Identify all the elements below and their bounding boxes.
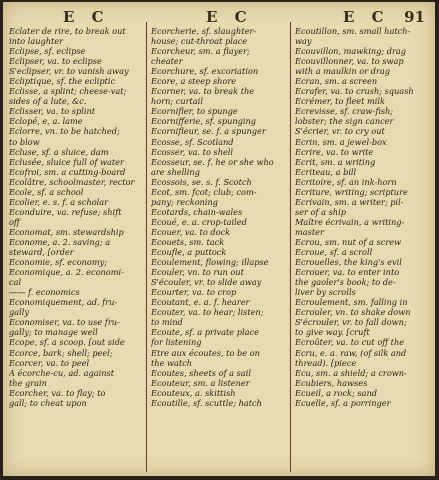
entry-line: Economique, a. 2. economi- xyxy=(9,267,124,278)
entry-line: liver by scrolls xyxy=(295,287,356,298)
entry-line: Econduire, va. refuse; shift xyxy=(9,206,122,217)
entry-line: Ecouer, va. to dock xyxy=(151,226,231,237)
dictionary-page xyxy=(3,2,435,476)
running-head-left: E C xyxy=(63,8,110,26)
entry-line: Ecole, sf. a school xyxy=(9,186,84,197)
running-head-middle: E C xyxy=(206,8,253,26)
entry-line: Ecolier, e. s. f. a scholar xyxy=(9,196,109,207)
entry-line: Ecotards, chain-wales xyxy=(151,206,243,217)
entry-line: Ecrou, sm. nut of a screw xyxy=(295,236,402,247)
entry-line: Ecorce, bark; shell; peel; xyxy=(9,347,113,358)
entry-line: Ecossois, se. s. f. Scotch xyxy=(151,176,252,187)
entry-line: horn; curtail xyxy=(151,96,203,107)
entry-line: Ecoute, sf. a private place xyxy=(151,327,259,338)
entry-line: Ecouteux, a. skittish xyxy=(151,387,236,398)
entry-line: Ecouvillon, mawking; drag xyxy=(295,46,407,57)
entry-line: Ecroue, sf. a scroll xyxy=(295,247,373,258)
entry-line: are shelling xyxy=(151,166,200,177)
entry-line: to mind xyxy=(151,317,183,328)
entry-line: Ecore, a steep shore xyxy=(151,76,237,87)
entry-line: Ecosse, sf. Scotland xyxy=(151,136,234,147)
entry-line: Ecrit, sm. a writing xyxy=(295,156,376,167)
entry-line: Ecot, sm. fcot; club; com- xyxy=(151,186,257,197)
entry-line: into laughter xyxy=(9,36,64,47)
entry-line: Ecoué, e. a. crop-tailed xyxy=(151,216,247,227)
entry-line: Ecu, sm. a shield; a crown- xyxy=(295,367,407,378)
entry-line: Ecrémer, to fleet milk xyxy=(295,96,385,107)
entry-line: Ecoutant, e. a. f. hearer xyxy=(151,297,250,308)
entry-line: the watch xyxy=(151,357,193,368)
column-middle xyxy=(151,26,289,408)
entry-line: master xyxy=(295,226,324,237)
entry-line: gally xyxy=(9,307,29,318)
column-left xyxy=(9,26,145,408)
column-rule xyxy=(290,22,291,472)
entry-line: Ecorcheur, sm. a flayer; xyxy=(151,46,250,57)
entry-line: Ecrafer, va. to crush; squash xyxy=(295,86,414,97)
entry-line: Ecolâtre, schoolmaster, rector xyxy=(9,176,135,187)
entry-line: to blow xyxy=(9,136,40,147)
entry-line: off xyxy=(9,216,20,227)
entry-line: Ecoutes, sheets of a sail xyxy=(151,367,251,378)
entry-line: Ecornifferie, sf. spunging xyxy=(151,116,257,127)
entry-line: Ecoufle, a puttock xyxy=(151,247,227,258)
entry-line: Economiser, va. to use fru- xyxy=(9,317,120,328)
entry-line: —— f. economics xyxy=(9,287,80,298)
entry-line: thread). [piece xyxy=(295,357,357,368)
entry-line: Ecorcher, va. to flay; to xyxy=(9,387,106,398)
entry-line: cal xyxy=(9,277,22,288)
entry-line: Ecosser, va. to shell xyxy=(151,146,234,157)
entry-line: Ecornifleur, se. f. a spunger xyxy=(151,126,266,137)
entry-line: Ecoutille, sf. scuttle; hatch xyxy=(151,397,262,408)
entry-line: for listening xyxy=(151,337,202,348)
entry-line: Etre aux écoutes, to be on xyxy=(151,347,260,358)
entry-line: Ecran, sm. a screen xyxy=(295,76,378,87)
entry-line: Ecrevisse, sf. craw-fish; xyxy=(295,106,394,117)
entry-line: Ecrin, sm. a jewel-box xyxy=(295,136,387,147)
entry-line: Ecrire, va. to write xyxy=(295,146,374,157)
entry-line: S'écouler, vr. to slide away xyxy=(151,277,262,288)
entry-line: Ecorcer, va. to peel xyxy=(9,357,90,368)
column-rule xyxy=(146,22,147,472)
entry-line: Ecorcherie, sf. slaughter- xyxy=(151,26,257,36)
entry-line: Ecoutillon, sm. small hatch- xyxy=(295,26,411,36)
entry-line: Ecouter, va. to hear; listen; xyxy=(151,307,264,318)
entry-line: Ecrouer, va. to enter into xyxy=(295,267,400,278)
entry-line: Ecuelle, sf. a porringer xyxy=(295,397,391,408)
entry-line: Ecubiers, hawses xyxy=(295,377,368,388)
entry-line: Ecorner, va. to break the xyxy=(151,86,255,97)
entry-line: way xyxy=(295,36,312,47)
entry-line: Eclipse, sf. eclipse xyxy=(9,46,86,57)
entry-line: cheater xyxy=(151,56,183,67)
entry-line: Ecrivain, sm. a writer; pil- xyxy=(295,196,404,207)
entry-line: the gaoler's book; to de- xyxy=(295,277,396,288)
entry-line: Eclusée, sluice full of water xyxy=(9,156,124,167)
entry-line: Econome, a. 2. saving; a xyxy=(9,236,111,247)
entry-line: Ecru, e. a. raw, (of silk and xyxy=(295,347,407,358)
entry-line: Eclisse, a splint; cheese-vat; xyxy=(9,86,127,97)
entry-line: Ecouteur, sm. a listener xyxy=(151,377,250,388)
entry-line: Ecosseur, se. f. he or she who xyxy=(151,156,274,167)
entry-line: lobster; the sign cancer xyxy=(295,116,394,127)
entry-line: Ecrouelles, the king's evil xyxy=(295,257,402,268)
entry-line: Ecope, sf. a scoop. [out side xyxy=(9,337,125,348)
entry-line: Ecourter, va. to crop xyxy=(151,287,237,298)
entry-line: Ecueil, a rock; sand xyxy=(295,387,377,398)
entry-line: Ecriteau, a bill xyxy=(295,166,357,177)
entry-line: Eclipser, va. to eclipse xyxy=(9,56,102,67)
entry-line: Economat, sm. stewardship xyxy=(9,226,124,237)
entry-line: steward, [order xyxy=(9,247,74,258)
entry-line: Eclopé, e, a. lame xyxy=(9,116,83,127)
entry-line: Ecofroi, sm. a cutting-board xyxy=(9,166,126,177)
entry-line: gally; to manage well xyxy=(9,327,98,338)
page-number: 91 xyxy=(404,8,425,26)
entry-line: Ecrouler, vn. to shake down xyxy=(295,307,411,318)
entry-line: Ecornifler, to spunge xyxy=(151,106,238,117)
entry-line: with a maulkin or drag xyxy=(295,66,390,77)
entry-line: A écorche-cu, ad. against xyxy=(9,367,115,378)
entry-line: Ecoulement, flowing; illapse xyxy=(151,257,269,268)
entry-line: to give way. [cruft xyxy=(295,327,370,338)
entry-line: Ecroûter, va. to cut off the xyxy=(295,337,405,348)
entry-line: Eclater de rire, to break out xyxy=(9,26,126,36)
entry-line: the grain xyxy=(9,377,47,388)
entry-line: ser of a ship xyxy=(295,206,346,217)
entry-line: gall; to cheat upon xyxy=(9,397,87,408)
entry-line: Ecorchure, sf. excoriation xyxy=(151,66,259,77)
entry-line: Ecouvillonner, va. to swap xyxy=(295,56,404,67)
entry-line: Ecriture, writing; scripture xyxy=(295,186,408,197)
entry-line: Maître écrivain, a writing- xyxy=(295,216,405,227)
entry-line: sides of a lute, &c. xyxy=(9,96,87,107)
entry-line: Ecroulement, sm. falling in xyxy=(295,297,408,308)
entry-line: Ecluse, sf. a sluice, dam xyxy=(9,146,109,157)
entry-line: S'écrier, vr. to cry out xyxy=(295,126,385,137)
column-right xyxy=(295,26,433,408)
entry-line: S'eclipser, vr. to vanish away xyxy=(9,66,129,77)
entry-line: Ecouler, vn. to run out xyxy=(151,267,244,278)
entry-line: pany; reckoning xyxy=(151,196,219,207)
entry-line: Economiquement, ad. fru- xyxy=(9,297,118,308)
entry-line: Economie, sf. economy; xyxy=(9,257,107,268)
entry-line: Eclisser, va. to splint xyxy=(9,106,96,117)
running-head-right: E C xyxy=(343,8,390,26)
entry-line: Ecouets, sm. tack xyxy=(151,236,225,247)
entry-line: S'écrouler, vr. to fall down; xyxy=(295,317,407,328)
entry-line: house; cut-throat place xyxy=(151,36,248,47)
entry-line: Ecritoire, sf. an ink-horn xyxy=(295,176,397,187)
entry-line: Ecliptique, sf. the ecliptic xyxy=(9,76,116,87)
entry-line: Eclorre, vn. to be hatched; xyxy=(9,126,120,137)
